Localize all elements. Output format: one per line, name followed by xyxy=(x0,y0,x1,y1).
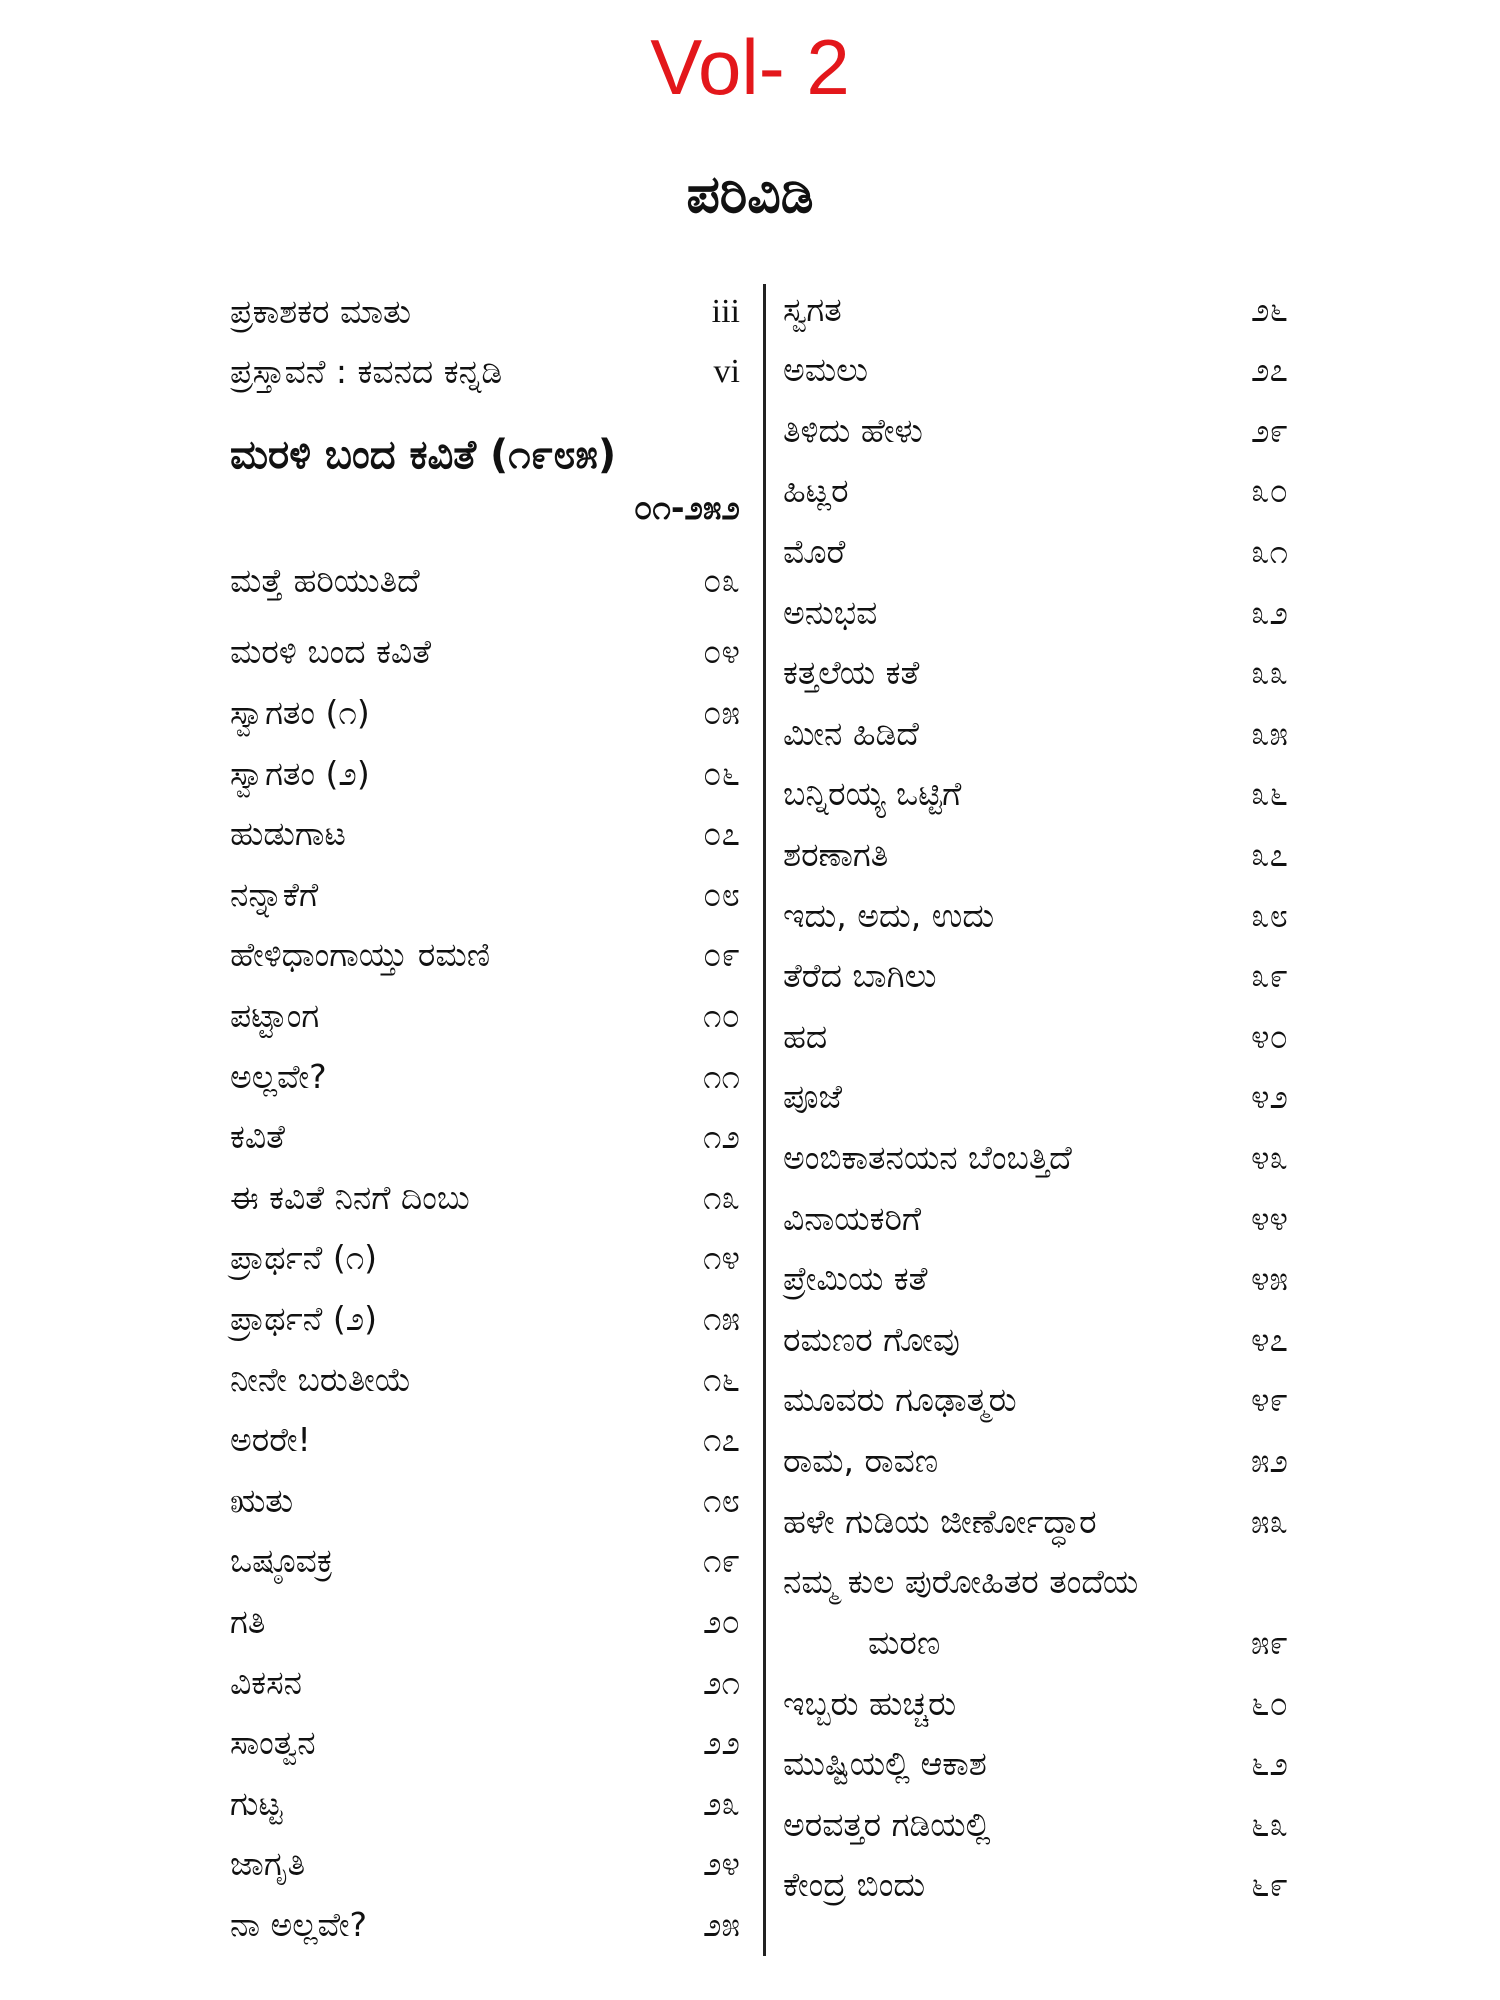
toc-entry[interactable] xyxy=(230,1900,740,1950)
toc-entry[interactable] xyxy=(230,749,740,799)
toc-entry-page: ೨೬ xyxy=(1251,290,1288,329)
toc-entry[interactable] xyxy=(783,588,1288,638)
toc-entry-title: ನನ್ನಾಕೆಗೆ xyxy=(230,875,319,914)
toc-entry[interactable] xyxy=(230,1718,740,1768)
toc-entry[interactable] xyxy=(230,347,740,397)
toc-entry[interactable] xyxy=(783,1860,1288,1910)
toc-entry[interactable] xyxy=(230,1839,740,1889)
toc-entry[interactable] xyxy=(783,709,1288,759)
toc-entry[interactable] xyxy=(783,466,1288,516)
toc-entry-title: ಅಂಬಿಕಾತನಯನ ಬೆಂಬತ್ತಿದೆ xyxy=(783,1138,1072,1177)
toc-entry-page: ೩೮ xyxy=(1251,896,1288,935)
toc-entry-title-continued: ಮರಣ xyxy=(868,1623,941,1662)
toc-entry-page: ೦೮ xyxy=(703,875,740,914)
toc-entry-title: ಮುಷ್ಟಿಯಲ್ಲಿ ಆಕಾಶ xyxy=(783,1744,987,1783)
toc-entry-page: iii xyxy=(711,293,740,330)
toc-entry[interactable] xyxy=(783,406,1288,456)
toc-entry-title: ತಿಳಿದು ಹೇಳು xyxy=(783,411,923,450)
toc-entry-title: ಬನ್ನಿರಯ್ಯ ಒಟ್ಟಿಗೆ xyxy=(783,774,962,813)
toc-entry[interactable] xyxy=(230,1052,740,1102)
toc-entry-page: ೩೧ xyxy=(1251,532,1288,571)
toc-entry-page: ೪೨ xyxy=(1251,1077,1288,1116)
toc-entry-page: ೬೯ xyxy=(1251,1865,1288,1904)
toc-entry-page: ೪೫ xyxy=(1251,1259,1288,1298)
toc-entry-title: ರಾಮ, ರಾವಣ xyxy=(783,1441,939,1480)
toc-entry-title: ಒಷ್ಠೂವಕ್ರ xyxy=(230,1541,334,1580)
toc-entry[interactable] xyxy=(783,1315,1288,1365)
toc-entry[interactable] xyxy=(783,830,1288,880)
toc-entry-page: ೨೭ xyxy=(1251,350,1288,389)
toc-entry-page: ೧೦ xyxy=(703,996,740,1035)
toc-entry-title: ತೆರೆದ ಬಾಗಿಲು xyxy=(783,956,937,995)
toc-entry[interactable] xyxy=(230,1233,740,1283)
toc-entry-title: ಪ್ರಸ್ತಾವನೆ : ಕವನದ ಕನ್ನಡಿ xyxy=(230,352,503,391)
toc-entry[interactable] xyxy=(783,1254,1288,1304)
toc-entry[interactable] xyxy=(783,1800,1288,1850)
toc-entry[interactable] xyxy=(230,1779,740,1829)
toc-entry-title: ಮರಳಿ ಬಂದ ಕವಿತೆ xyxy=(230,632,432,671)
toc-entry-title: ಪೂಜೆ xyxy=(783,1077,843,1116)
toc-entry[interactable] xyxy=(230,1476,740,1526)
toc-entry-title: ಅನುಭವ xyxy=(783,593,878,632)
toc-entry-title: ಕೇಂದ್ರ ಬಿಂದು xyxy=(783,1865,926,1904)
toc-entry[interactable] xyxy=(230,1173,740,1223)
toc-entry-title: ಮೀನ ಹಿಡಿದೆ xyxy=(783,714,919,753)
toc-entry[interactable] xyxy=(230,1658,740,1708)
toc-entry-title: ಕತ್ತಲೆಯ ಕತೆ xyxy=(783,653,920,692)
toc-entry-page: ೩೩ xyxy=(1251,653,1288,692)
toc-entry[interactable] xyxy=(783,891,1288,941)
toc-entry[interactable] xyxy=(230,1415,740,1465)
toc-entry-title: ಅರರೇ! xyxy=(230,1420,311,1459)
toc-entry-title: ಗತಿ xyxy=(230,1602,266,1641)
toc-entry[interactable] xyxy=(783,285,1288,335)
toc-entry[interactable] xyxy=(783,951,1288,1001)
toc-entry[interactable] xyxy=(230,1294,740,1344)
toc-entry-page: ೨೧ xyxy=(703,1663,740,1702)
toc-entry[interactable] xyxy=(783,1012,1288,1062)
toc-entry-multiline-second[interactable] xyxy=(783,1618,1288,1668)
toc-entry-page: ೨೪ xyxy=(703,1844,740,1883)
column-divider xyxy=(763,284,766,1956)
toc-entry[interactable] xyxy=(230,870,740,920)
toc-entry-page: ೨೯ xyxy=(1251,411,1288,450)
toc-entry[interactable] xyxy=(230,627,740,677)
toc-entry-page: ೪೯ xyxy=(1251,1380,1288,1419)
toc-entry[interactable] xyxy=(783,1194,1288,1244)
toc-entry[interactable] xyxy=(783,1739,1288,1789)
toc-entry-title: ಜಾಗೃತಿ xyxy=(230,1844,306,1883)
toc-entry-title: ಪ್ರಾರ್ಥನೆ (೧) xyxy=(230,1238,378,1277)
toc-entry-title: ಪ್ರೇಮಿಯ ಕತೆ xyxy=(783,1259,928,1298)
toc-entry-title: ಸಾಂತ್ವನ xyxy=(230,1723,316,1762)
toc-entry[interactable] xyxy=(230,688,740,738)
toc-entry-title: ಹುಡುಗಾಟ xyxy=(230,814,346,853)
toc-entry[interactable] xyxy=(230,809,740,859)
toc-entry-page: ೬೦ xyxy=(1251,1684,1288,1723)
toc-entry-page: ೧೮ xyxy=(703,1481,740,1520)
toc-entry-title: ಸ್ವಾಗತಂ (೨) xyxy=(230,754,370,793)
toc-entry-page: ೪೪ xyxy=(1251,1199,1288,1238)
toc-entry-page: vi xyxy=(713,353,740,390)
toc-entry-title: ಅಮಲು xyxy=(783,350,869,389)
toc-entry-page: ೩೭ xyxy=(1251,835,1288,874)
toc-entry-page: ೬೩ xyxy=(1251,1805,1288,1844)
toc-entry[interactable] xyxy=(783,1679,1288,1729)
toc-entry-title: ಹಳೇ ಗುಡಿಯ ಜೀರ್ಣೋದ್ಧಾರ xyxy=(783,1502,1097,1541)
toc-entry[interactable] xyxy=(230,1355,740,1405)
toc-entry-page: ೦೬ xyxy=(703,754,740,793)
toc-entry-page: ೫೩ xyxy=(1251,1502,1288,1541)
toc-entry-title: ನಾ ಅಲ್ಲವೇ? xyxy=(230,1905,368,1944)
toc-entry-page: ೫೯ xyxy=(1251,1623,1288,1662)
toc-entry-title: ಗುಟ್ಟ xyxy=(230,1784,283,1823)
toc-entry-title: ಇದು, ಅದು, ಉದು xyxy=(783,896,995,935)
toc-entry-page: ೪೦ xyxy=(1251,1017,1288,1056)
toc-entry-page: ೦೩ xyxy=(703,561,740,600)
toc-entry[interactable] xyxy=(230,1536,740,1586)
toc-entry-page: ೦೭ xyxy=(703,814,740,853)
toc-entry-title: ವಿಕಸನ xyxy=(230,1663,303,1702)
toc-entry-page: ೩೯ xyxy=(1251,956,1288,995)
toc-entry-page: ೧೩ xyxy=(703,1178,740,1217)
toc-entry-page: ೦೯ xyxy=(703,935,740,974)
toc-entry-title: ಮತ್ತೆ ಹರಿಯುತಿದೆ xyxy=(230,561,420,600)
toc-entry-page: ೩೬ xyxy=(1251,774,1288,813)
toc-entry-title: ಕವಿತೆ xyxy=(230,1117,285,1156)
toc-entry-title: ಪ್ರಾರ್ಥನೆ (೨) xyxy=(230,1299,378,1338)
section-page-range: ೦೧-೨೫೨ xyxy=(633,488,740,527)
toc-entry-page: ೫೨ xyxy=(1251,1441,1288,1480)
toc-entry[interactable] xyxy=(230,991,740,1041)
toc-entry-title: ಅಲ್ಲವೇ? xyxy=(230,1057,327,1096)
toc-entry-title: ಹದ xyxy=(783,1017,828,1056)
toc-entry-page: ೧೬ xyxy=(703,1360,740,1399)
toc-entry[interactable] xyxy=(230,1597,740,1647)
toc-entry-title: ಮೂವರು ಗೂಢಾತ್ಮರು xyxy=(783,1380,1017,1419)
toc-entry[interactable] xyxy=(783,1133,1288,1183)
toc-entry-page: ೧೫ xyxy=(703,1299,740,1338)
toc-entry-title: ವಿನಾಯಕರಿಗೆ xyxy=(783,1199,922,1238)
toc-entry-title: ರಮಣರ ಗೋವು xyxy=(783,1320,960,1359)
toc-entry-title: ಋತು xyxy=(230,1481,294,1520)
toc-entry[interactable] xyxy=(783,345,1288,395)
toc-entry[interactable] xyxy=(783,1436,1288,1486)
toc-entry[interactable] xyxy=(230,930,740,980)
toc-entry[interactable] xyxy=(230,1112,740,1162)
toc-entry-page: ೧೨ xyxy=(703,1117,740,1156)
toc-entry-page: ೧೭ xyxy=(703,1420,740,1459)
toc-entry-page: ೧೯ xyxy=(703,1541,740,1580)
toc-entry[interactable] xyxy=(783,1497,1288,1547)
page-title: ಪರಿವಿಡಿ xyxy=(686,165,814,225)
toc-entry[interactable] xyxy=(783,1375,1288,1425)
toc-entry-page: ೧೧ xyxy=(703,1057,740,1096)
toc-entry-multiline-first[interactable] xyxy=(783,1557,1288,1607)
toc-entry[interactable] xyxy=(783,648,1288,698)
toc-entry-title: ಸ್ವಗತ xyxy=(783,290,842,329)
toc-entry-page: ೩೨ xyxy=(1251,593,1288,632)
toc-entry-page: ೪೭ xyxy=(1251,1320,1288,1359)
toc-entry-title: ಹಿಟ್ಲರ xyxy=(783,471,849,510)
toc-entry-title: ಹೇಳಿಧಾಂಗಾಯ್ತು ರಮಣಿ xyxy=(230,935,491,974)
toc-entry-title: ಮೊರೆ xyxy=(783,532,846,571)
toc-entry-title: ಶರಣಾಗತಿ xyxy=(783,835,889,874)
toc-entry-title: ಪ್ರಕಾಶಕರ ಮಾತು xyxy=(230,292,412,331)
toc-entry-page: ೬೨ xyxy=(1251,1744,1288,1783)
toc-entry-page: ೨೨ xyxy=(703,1723,740,1762)
toc-entry[interactable] xyxy=(783,527,1288,577)
toc-entry-page: ೨೦ xyxy=(703,1602,740,1641)
toc-entry-page: ೩೫ xyxy=(1251,714,1288,753)
toc-entry-title: ನಮ್ಮ ಕುಲ ಪುರೋಹಿತರ ತಂದೆಯ xyxy=(783,1562,1139,1601)
toc-entry-title: ಈ ಕವಿತೆ ನಿನಗೆ ದಿಂಬು xyxy=(230,1178,470,1217)
toc-entry-title: ನೀನೇ ಬರುತೀಯೆ xyxy=(230,1360,412,1399)
toc-entry-title: ಅರವತ್ತರ ಗಡಿಯಲ್ಲಿ xyxy=(783,1805,991,1844)
toc-entry[interactable] xyxy=(783,1072,1288,1122)
toc-entry-page: ೪೩ xyxy=(1251,1138,1288,1177)
toc-entry[interactable] xyxy=(783,769,1288,819)
toc-entry-page: ೦೪ xyxy=(703,632,740,671)
toc-entry-page: ೩೦ xyxy=(1251,471,1288,510)
section-heading: ಮರಳಿ ಬಂದ ಕವಿತೆ (೧೯೮೫) xyxy=(230,432,617,478)
toc-entry-page: ೨೩ xyxy=(703,1784,740,1823)
toc-entry-title: ಸ್ವಾಗತಂ (೧) xyxy=(230,693,370,732)
volume-label: Vol- 2 xyxy=(650,23,850,111)
toc-entry-title: ಪಟ್ಟಾಂಗ xyxy=(230,996,320,1035)
toc-entry-title: ಇಬ್ಬರು ಹುಚ್ಚರು xyxy=(783,1684,957,1723)
toc-entry-page: ೨೫ xyxy=(703,1905,740,1944)
toc-entry-page: ೦೫ xyxy=(703,693,740,732)
toc-entry[interactable] xyxy=(230,287,740,337)
toc-entry[interactable] xyxy=(230,556,740,606)
toc-entry-page: ೧೪ xyxy=(703,1238,740,1277)
